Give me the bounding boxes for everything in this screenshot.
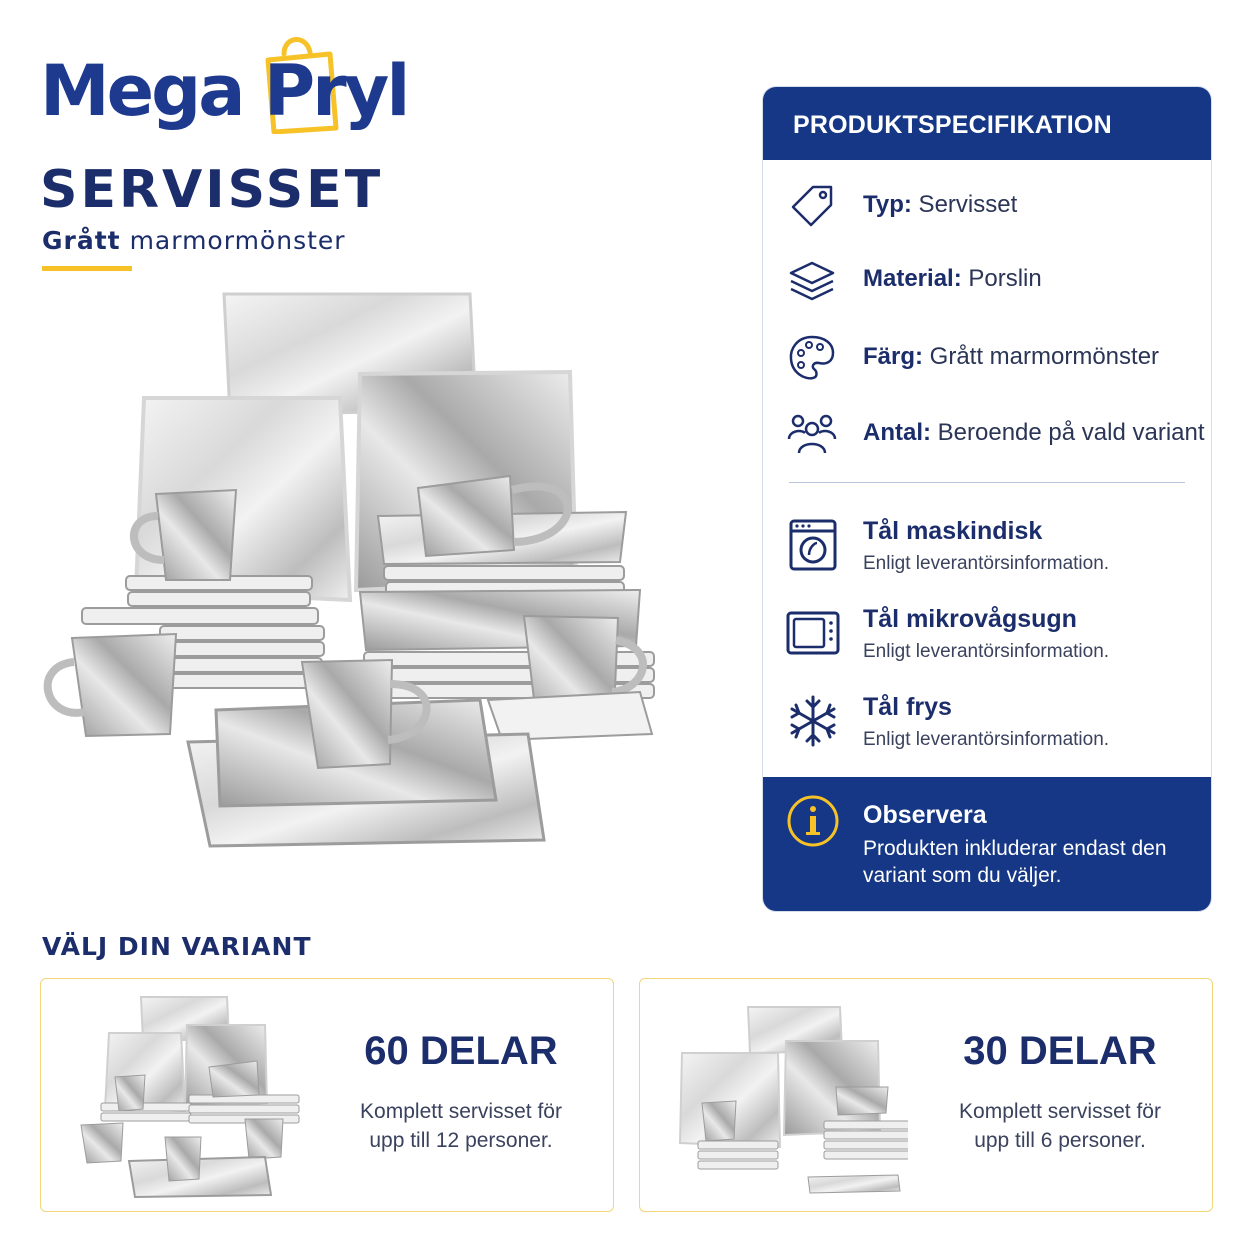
variant-30-title: 30 DELAR: [963, 1029, 1157, 1073]
variant-heading: VÄLJ DIN VARIANT: [42, 932, 312, 961]
product-subtitle: Grått marmormönster: [42, 226, 346, 255]
snowflake-icon: [785, 693, 841, 749]
price-tag-icon: [787, 181, 837, 231]
title-accent-line: [42, 266, 132, 271]
product-title: SERVISSET: [40, 160, 384, 220]
product-specification-card: [762, 86, 1212, 912]
spec-row-quantity: Antal: Beroende på vald variant: [763, 403, 1211, 463]
variant-30-description: Komplett servisset för upp till 6 personer.: [959, 1100, 1161, 1152]
spec-heading: PRODUKTSPECIFIKATION: [763, 87, 1211, 160]
spec-divider: [789, 482, 1185, 483]
feature-microwave: Tål mikrovågsugn Enligt leverantörsinformation.: [763, 601, 1211, 681]
variant-60-title: 60 DELAR: [364, 1029, 558, 1073]
variant-30-image: [668, 991, 908, 1201]
variant-card-60[interactable]: [40, 978, 614, 1212]
variant-60-description: Komplett servisset för upp till 12 personer.: [360, 1100, 562, 1152]
note-box: Observera Produkten inkluderar endast den variant som du väljer.: [763, 777, 1211, 911]
spec-row-type: Typ: Servisset: [763, 175, 1211, 235]
spec-row-color: Färg: Grått marmormönster: [763, 327, 1211, 387]
brand-logo: [40, 28, 410, 138]
people-icon: [787, 409, 837, 459]
layers-icon: [787, 255, 837, 305]
spec-row-material: Material: Porslin: [763, 249, 1211, 309]
info-icon: [785, 793, 841, 849]
feature-freezer: Tål frys Enligt leverantörsinformation.: [763, 689, 1211, 769]
brand-wordmark: Mega Pryl: [40, 50, 408, 132]
mug-3: [48, 634, 176, 736]
variant-card-30[interactable]: [639, 978, 1213, 1212]
feature-dishwasher: Tål maskindisk Enligt leverantörsinformation.: [763, 513, 1211, 593]
palette-icon: [787, 333, 837, 383]
dishwasher-icon: [785, 517, 841, 573]
microwave-icon: [785, 605, 841, 661]
variant-60-image: [69, 991, 309, 1201]
dinnerware-product-image: [40, 280, 680, 880]
